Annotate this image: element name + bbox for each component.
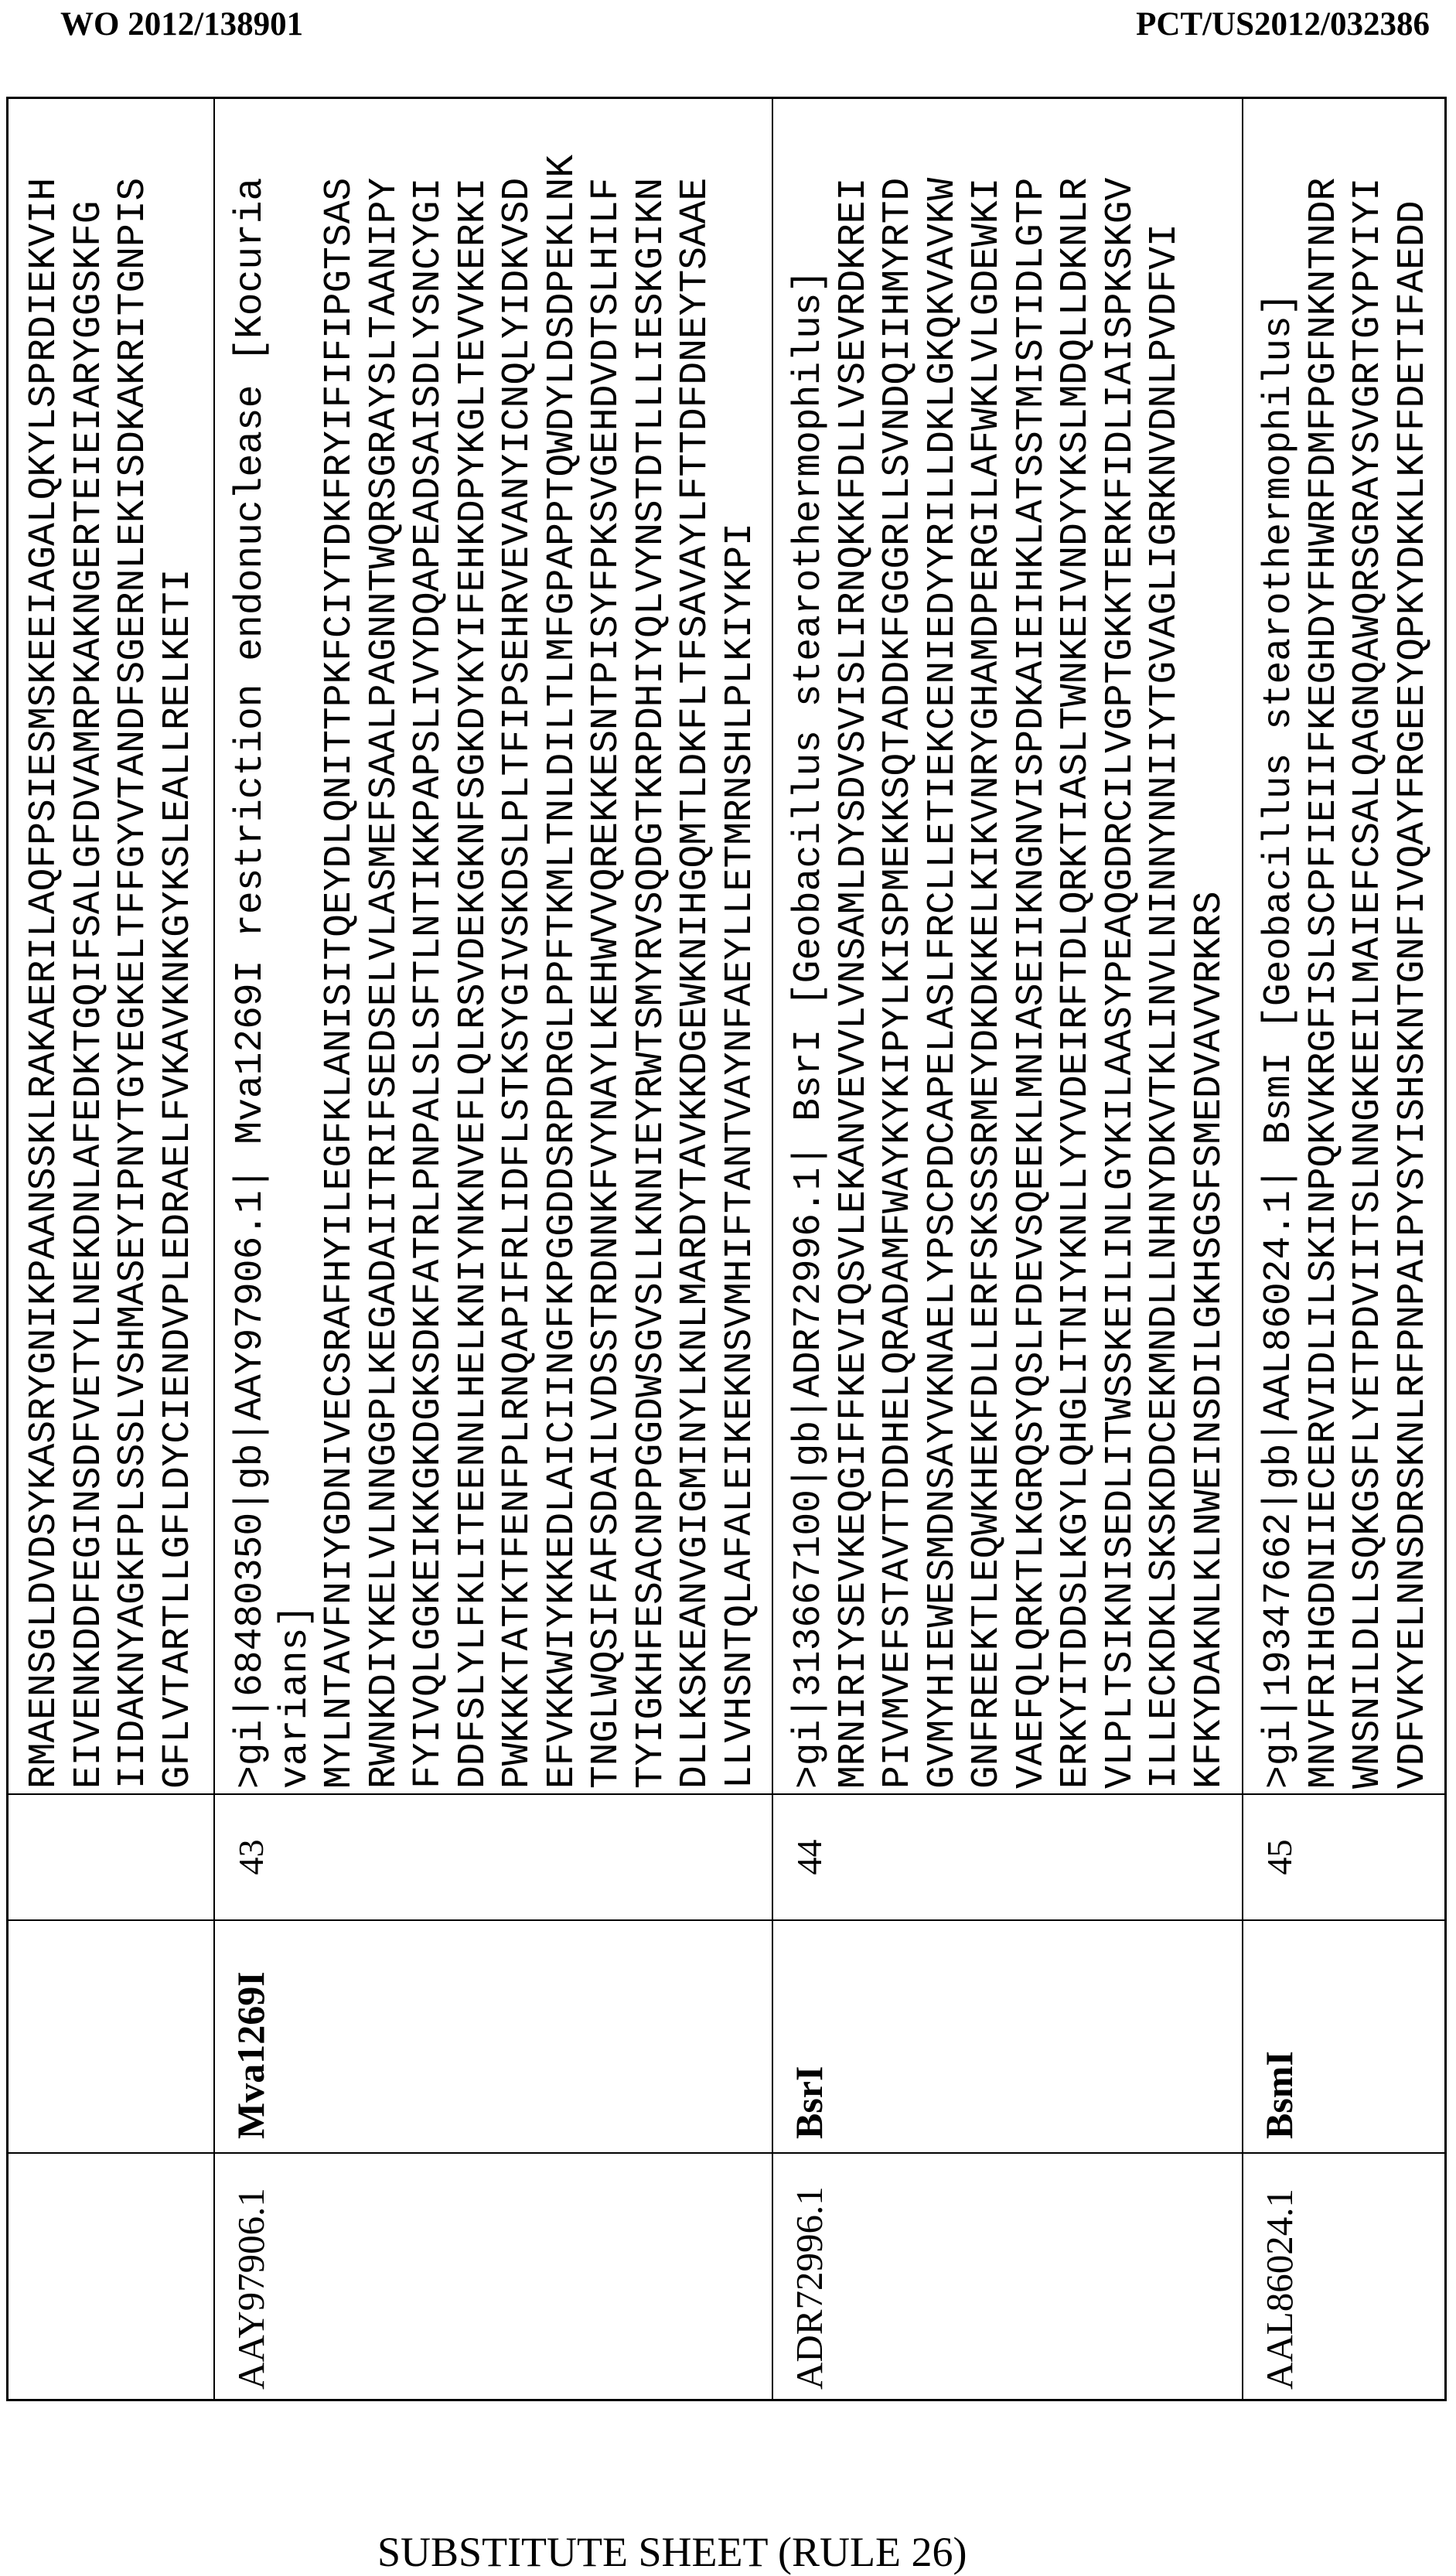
- accession-cell: AAY97906.1: [215, 2154, 772, 2399]
- sequence-cell: >gi|68480350|gb|AAY97906.1| Mva1269I restriction endonuclease [Kocuria varians] MYLNTAVFNIYGDNIVECSRAFHYILEGFKLANISITQEYDLQNITTPKFCIYTDKFRYIFIFIPGTSAS RWNKDIYKELVLNNGGPLKEGADAIITRIFSEDSELVLASMEFSAALPAGNNTWQRSGRAYSLTAANIPY FYIVQLGGKEIKKGKDGKSDKFATRLPNPALSLSFTLNTIKKPAPSLIVYDQAPEADSAISDLYSNCYGI DDFSLYLFKLITEENNLHELKNIYNKNVEFLQLRSVDEKGKNFSGKDYKYIFEHKDPYKGLTEVVKERKI PWKKKTATKTFENFPLRNQAPIFRLIDFLSTKSYGIVSKDSLPLTFIPSEHRVEVANYICNQLYIDKVSD EFVKKWIYKKEDLAICIINGFKPGGDDSRPDRGLPPFTKMLTNLDILTLMFGPAPPTQWDYLDSDPEKLNK TNGLWQSIFAFSDAILVDSSTRDNNKFVYNAYLKEHWVVQREKKESNTPISYFPKSVGEHDVDTSLHILF TYIGKHFESACNPPGGDWSGVSLLKNNIEYRWTSMYRVSQDGTKRPDHIYQLVYNSTDTLLLIESKGIKN DLLKSKEANVGIGMINYLKNLMARDYTAVKKDGEWKNIHGQMTLDKFLTFSAVAYLFTTDFDNEYTSAAE LLVHSNTQLAFALEIKEKNSVMHIFTANTVAYNFAEYLLETMRNSHLPLKIYKPI: [215, 99, 772, 1793]
- application-number: PCT/US2012/032386: [1136, 6, 1430, 43]
- seq-id-cell: [9, 1795, 213, 1919]
- enzyme-name-cell: BsmI: [1243, 1921, 1444, 2152]
- sequence-table: [6, 97, 1447, 2401]
- seq-id-cell: 45: [1243, 1795, 1444, 1919]
- sequence-cell: >gi|313667100|gb|ADR72996.1| BsrI [Geobacillus stearothermophilus] MRNIRIYSEVKEQGIFFKEVIQSVLEKANVEVVLVNSAMLDYSDVSVISLIRNQKKFDLLVSEVRDKREI PIVMVEFSTAVTTDDHELQRADAMFWAYKYKIPYLKISPMEKKSQTADDKFGGGRLLSVNDQIIHMYRTD GVMYHIEWESMDNSAYVKNAELYPSCPDCAPELASLFRCLLETIEKCENIEDYYRILLDKLGKQKVAVKW GNFREEKTLEQWKHEKFDLLERFSKSSSRMEYDKDKKELKIKVNRYGHAMDPERGILAFWKLVLGDEWKI VAEFQLQRKTLKGRQSYQSLFDEVSQEEKLMNIASEIIKNGNVISPDKAIEIHKLATSSTMISTIDLGTP ERKYITDDSLKGYLQHGLITNIYKNLLYYVDEIRFTDLQRKTIASLTWNKEIVNDYYKSLMDQLLDKNLR VLPLTSIKNISEDLITWSSKEILINLGYKILAASYPEAQGDRCILVGPTGKKTERKFIDLIAISPKSKGV ILLECKDKLSKSKDDCEKMNDLLNHNYDKVTKLINVLNINNYNNIIYTGVAGLIGRKNVDNLPVDFVI KFKYDAKNLKLNWEINSDILGKHSGSFSMEDVAVVRKRS: [773, 99, 1242, 1793]
- seq-id-cell: 43: [215, 1795, 772, 1919]
- accession-cell: ADR72996.1: [773, 2154, 1242, 2399]
- accession-cell: AAL86024.1: [1243, 2154, 1444, 2399]
- accession-cell: [9, 2154, 213, 2399]
- seq-id-cell: 44: [773, 1795, 1242, 1919]
- enzyme-name-cell: [9, 1921, 213, 2152]
- substitute-sheet-footer: SUBSTITUTE SHEET (RULE 26): [377, 2529, 967, 2575]
- sequence-cell: >gi|19347662|gb|AAL86024.1| BsmI [Geobacillus stearothermophilus] MNVFRIHGDNIIECERVIDLILSKINPQKVKRGFISLSCPFIEIIFKEGHDYFHWRFDMFPGFNKNTNDR WNSNILDLLSQKGSFLYETPDVIITSLNNGKEEILMAIEFCSALQAGNQAWQRSGRAYSVGRTGYPYIYI VDFVKYELNNSDRSKNLRFPNPAIPYSYISHSKNTGNFIVQAYFRGEEYQPKYDKKLKFFDETIFAEDD: [1243, 99, 1444, 1793]
- sequence-cell: RMAENSGLDVDSYKASRYGNIKPAANSSKLRAKAERILAQFPSIESMSKEEIAGALQKYLSPRDIEKVIH EIVENKDDFEGINSDFVETYLNEKDNLAFEDKTGQIFSALGFDVAMRPKAKNGERTEIEIARYGGSKFG IIDAKNYAGKFPLSSSLVSHMASEYIPNYTGYEGKELTFFGYVTANDFSGERNLEKISDKAKRITGNPIS GFLVTARTLLGFLDYCIENDVPLEDRAELFVKAVKNKGYKSLEALLRELKETI: [9, 99, 213, 1793]
- enzyme-name-cell: BsrI: [773, 1921, 1242, 2152]
- publication-number: WO 2012/138901: [60, 6, 304, 43]
- enzyme-name-cell: Mva1269I: [215, 1921, 772, 2152]
